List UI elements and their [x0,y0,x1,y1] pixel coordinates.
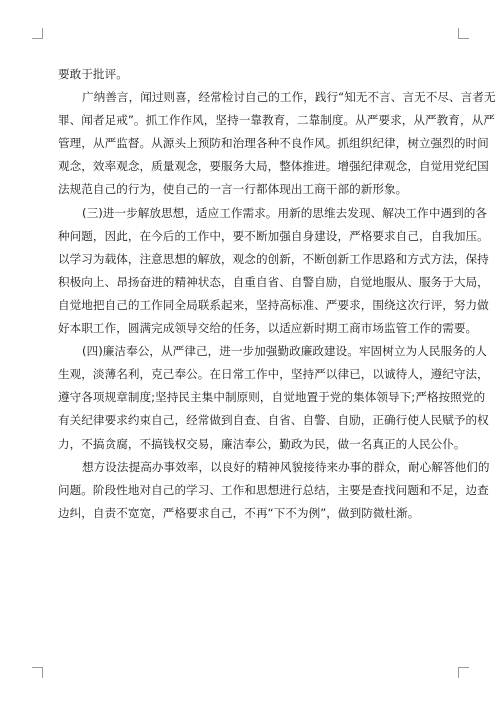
text-line: 广纳善言，闻过则喜，经常检讨自己的工作，践行“知无不言、言无不尽、言者无 [82,90,496,105]
crop-mark-top-left [32,28,43,39]
text-line: 管理，从严监督。从源头上预防和治理各种不良作风。抓组织纪律，树立强烈的时间 [58,136,489,151]
text-line: 遵守各项规章制度;坚持民主集中制原则，自觉地置于党的集体领导下;严格按照党的 [58,390,486,405]
text-line: 自觉地把自己的工作同全局联系起来，坚持高标准、严要求，围绕这次行评，努力做 [58,297,489,312]
text-line: 边纠，自责不宽宽，严格要求自己，不再“下不为例”，做到防微杜渐。 [58,505,420,520]
text-line: 好本职工作，圆满完成领导交给的任务，以适应新时期工商市场监管工作的需要。 [58,321,478,336]
text-line: 力，不搞贪腐，不搞钱权交易，廉洁奉公，勤政为民，做一名真正的人民公仆。 [58,436,466,451]
text-line: (三)进一步解放思想，适应工作需求。用新的思维去发现、解决工作中遇到的各 [82,205,488,220]
text-line: 生观，淡薄名利，克己奉公。在日常工作中，坚持严以律已，以诚待人，遵纪守法， [58,367,489,382]
text-line: 以学习为载体，注意思想的解放，观念的创新，不断创新工作思路和方式方法，保持 [58,251,489,266]
text-line: 种问题，因此，在今后的工作中，要不断加强自身建设，严格要求自己，自我加压。 [58,228,489,243]
crop-mark-bottom-left [32,667,43,678]
crop-mark-bottom-right [458,667,469,678]
crop-mark-top-right [458,28,469,39]
text-line: 要敢于批评。 [58,67,128,81]
text-line: 观念，效率观念，质量观念，要服务大局，整体推进。增强纪律观念，自觉用党纪国 [58,159,489,174]
text-line: 罪、闻者足戒”。抓工作作风，坚持一靠教育，二靠制度。从严要求，从严教育，从严 [58,113,495,128]
text-line: 积极向上、昂扬奋进的精神状态，自重自省、自警自励，自觉地服从、服务于大局， [58,274,489,289]
text-line: 有关纪律要求约束自己，经常做到自查、自省、自警、自励，正确行使人民赋予的权 [58,413,489,428]
text-line: (四)廉洁奉公，从严律己，进一步加强勤政廉政建设。牢固树立为人民服务的人 [82,344,488,359]
document-body [58,63,496,525]
text-line: 问题。阶段性地对自己的学习、工作和思想进行总结，主要是查找问题和不足，边查 [58,482,489,497]
text-line: 想方设法提高办事效率，以良好的精神风貌接待来办事的群众，耐心解答他们的 [82,459,490,474]
text-line: 法规范自己的行为，使自己的一言一行都体现出工商干部的新形象。 [58,182,408,197]
